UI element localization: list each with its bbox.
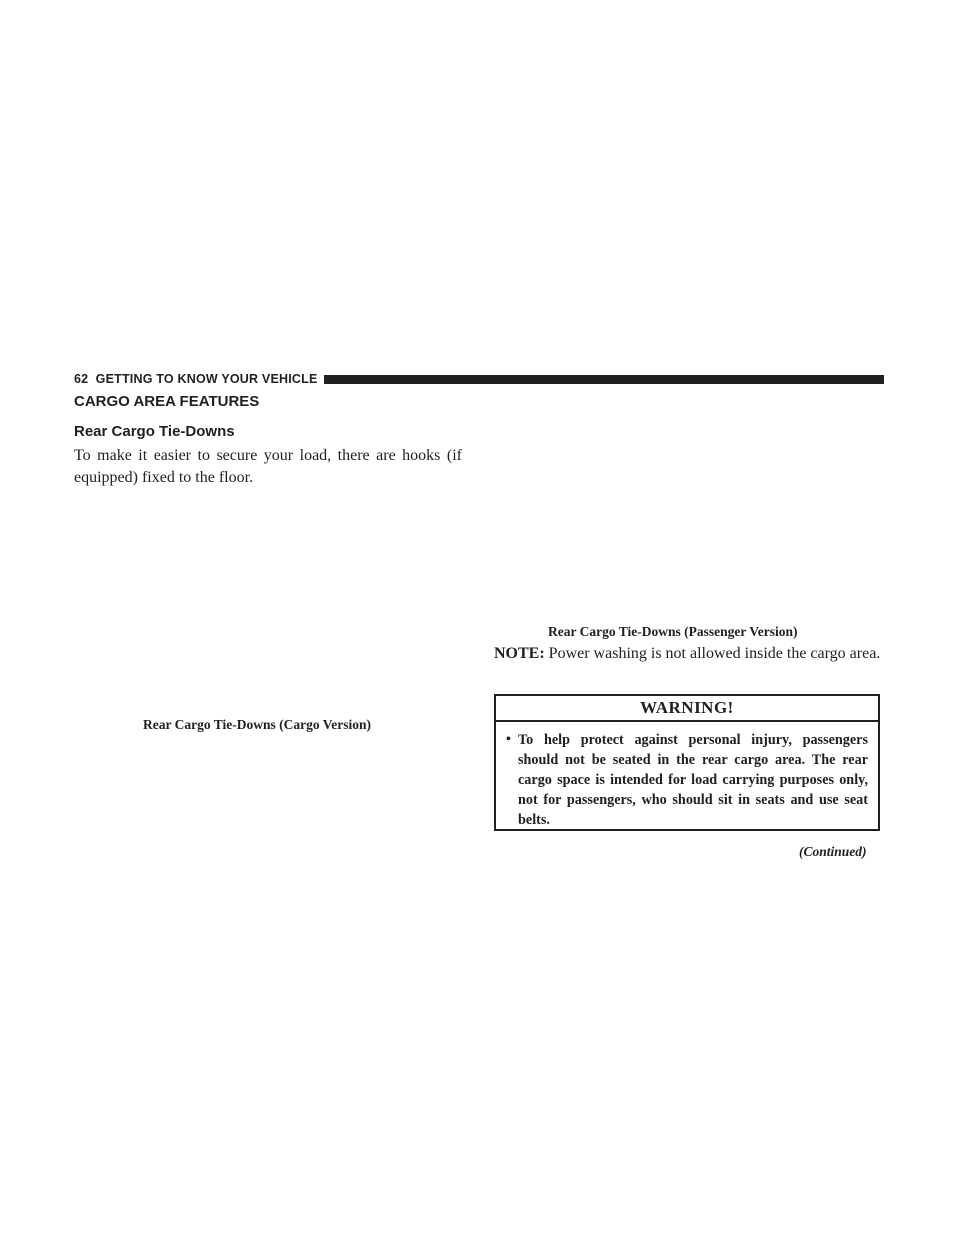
figure-caption-cargo: Rear Cargo Tie-Downs (Cargo Version) <box>143 717 371 732</box>
warning-text: To help protect against personal injury, passengers should not be seated in the rear cargo area. The rear cargo space is intended for load carrying purposes only, not for passengers, who should sit in seats and use seat belts. <box>518 732 868 828</box>
page-header <box>74 371 884 387</box>
warning-box <box>494 694 880 831</box>
section-title: CARGO AREA FEATURES <box>74 393 260 410</box>
subsection-title: Rear Cargo Tie-Downs <box>74 423 235 440</box>
continued-label: (Continued) <box>799 844 867 859</box>
figure-caption-passenger: Rear Cargo Tie-Downs (Passenger Version) <box>548 624 798 639</box>
note-label: NOTE: <box>494 645 545 662</box>
bullet-icon: • <box>506 732 511 747</box>
intro-paragraph: To make it easier to secure your load, there are hooks (if equipped) fixed to the floor. <box>74 447 462 486</box>
note-paragraph <box>494 643 882 665</box>
page-number: 62 <box>74 372 89 386</box>
warning-item <box>496 722 878 830</box>
warning-title: WARNING! <box>496 696 878 722</box>
section-label: GETTING TO KNOW YOUR VEHICLE <box>95 372 318 386</box>
note-text: Power washing is not allowed inside the cargo area. <box>548 645 881 662</box>
header-spacer <box>88 372 95 386</box>
header-rule <box>324 375 885 384</box>
